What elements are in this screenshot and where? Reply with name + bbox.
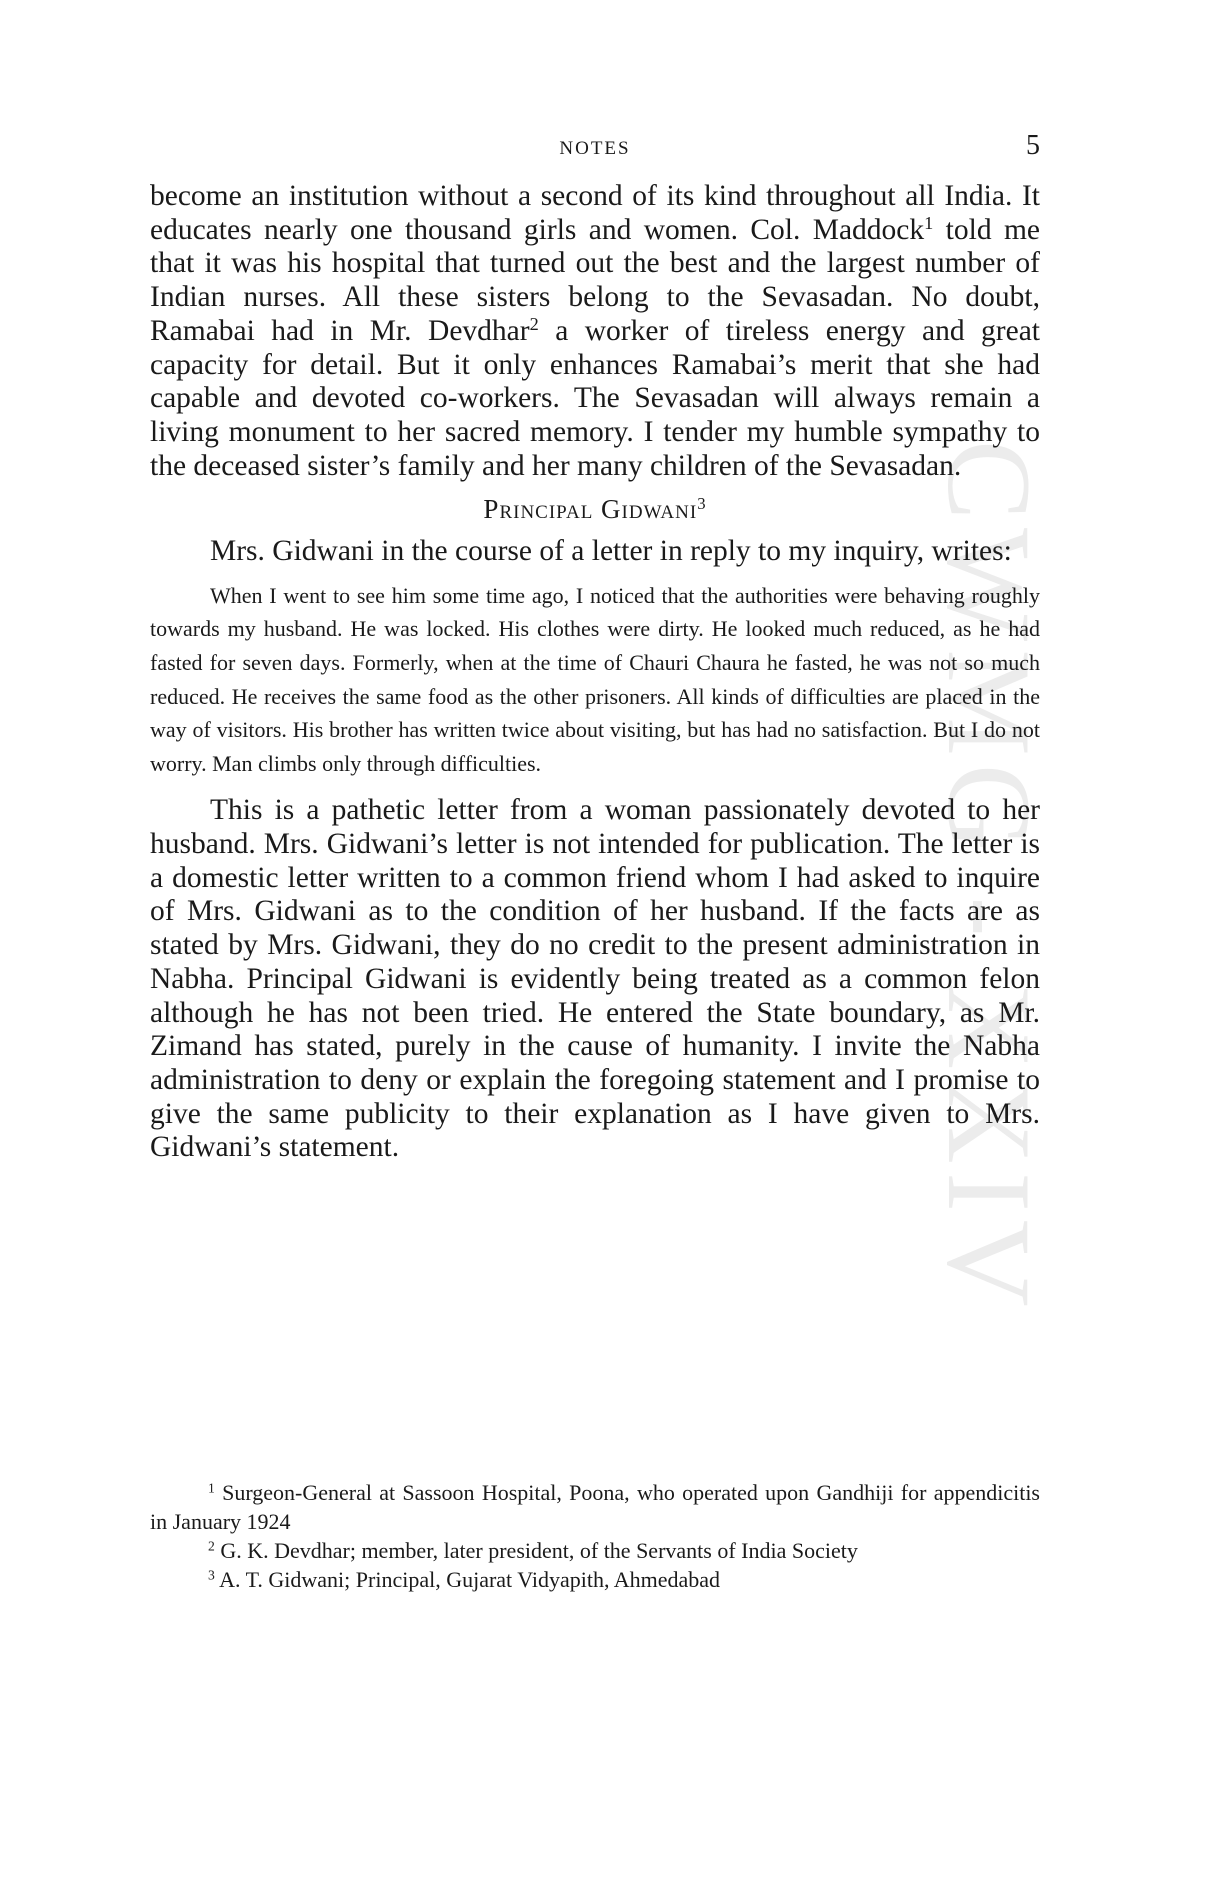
footnote-3-text: A. T. Gidwani; Principal, Gujarat Vidyapith, Ahmedabad	[214, 1567, 721, 1592]
watermark-text: CWMG - XXIV	[923, 440, 1056, 1315]
footnote-ref-1: 1	[924, 212, 934, 233]
page-number: 5	[1026, 130, 1040, 161]
footnote-3	[150, 1565, 1040, 1594]
footnote-2-text: G. K. Devdhar; member, later president, of the Servants of India Society	[214, 1538, 858, 1563]
running-head	[150, 130, 1040, 164]
footnote-2	[150, 1536, 1040, 1565]
footnote-ref-3: 3	[697, 494, 707, 514]
paragraph-1-part-b: told me that it was his hospital that turned out the best and the largest number of Indian nurses. All these sisters belong to the Sevasadan. No doubt, Ramabai had in Mr. Devdhar	[150, 213, 1041, 347]
footnote-3-mark: 3	[208, 1567, 215, 1583]
paragraph-1-part-c: a worker of tireless energy and great capacity for detail. But it only enhances Ramabai’s merit that she had capable and devoted co-workers. The Sevasadan will always remain a living monument to her sacred memory. I tender my humble sympathy to the deceased sister’s family and her many children of the Sevasadan.	[150, 314, 1040, 482]
footnote-2-mark: 2	[208, 1538, 215, 1554]
paragraph-1	[150, 180, 1040, 483]
block-quote	[150, 579, 1040, 781]
section-heading	[150, 493, 1040, 527]
paragraph-3: This is a pathetic letter from a woman passionately devoted to her husband. Mrs. Gidwani’s letter is not intended for publication. The letter is a domestic letter written to a common friend whom I had asked to inquire of Mrs. Gidwani as to the condition of her husband. If the facts are as stated by Mrs. Gidwani, they do no credit to the present administration in Nabha. Principal Gidwani is evidently being treated as a common felon although he has not been tried. He entered the State boundary, as Mr. Zimand has stated, purely in the cause of humanity. I invite the Nabha administration to deny or explain the foregoing statement and I promise to give the same publicity to their explanation as I have given to Mrs. Gidwani’s statement.	[150, 794, 1040, 1164]
footnote-ref-2: 2	[529, 313, 539, 334]
section-heading-text: Principal Gidwani	[483, 494, 698, 525]
running-head-title: NOTES	[559, 138, 631, 159]
footnotes	[150, 1478, 1040, 1594]
footnote-1	[150, 1478, 1040, 1536]
main-text	[150, 180, 1040, 1165]
paragraph-1-part-a: become an institution without a second of its kind throughout all India. It educates nearly one thousand girls and women. Col. Maddock	[150, 180, 1040, 246]
footnote-1-text: Surgeon-General at Sassoon Hospital, Poona, who operated upon Gandhiji for appendicitis in January 1924	[150, 1480, 1040, 1534]
paragraph-2: Mrs. Gidwani in the course of a letter in reply to my inquiry, writes:	[210, 535, 1012, 568]
block-quote-text: When I went to see him some time ago, I noticed that the authorities were behaving roughly towards my husband. He was locked. His clothes were dirty. He looked much reduced, as he had fasted for seven days. Formerly, when at the time of Chauri Chaura he fasted, he was not so much reduced. He receives the same food as the other prisoners. All kinds of difficulties are placed in the way of visitors. His brother has written twice about visiting, but has had no satisfaction. But I do not worry. Man climbs only through difficulties.	[150, 582, 1040, 776]
footnote-1-mark: 1	[208, 1480, 215, 1496]
